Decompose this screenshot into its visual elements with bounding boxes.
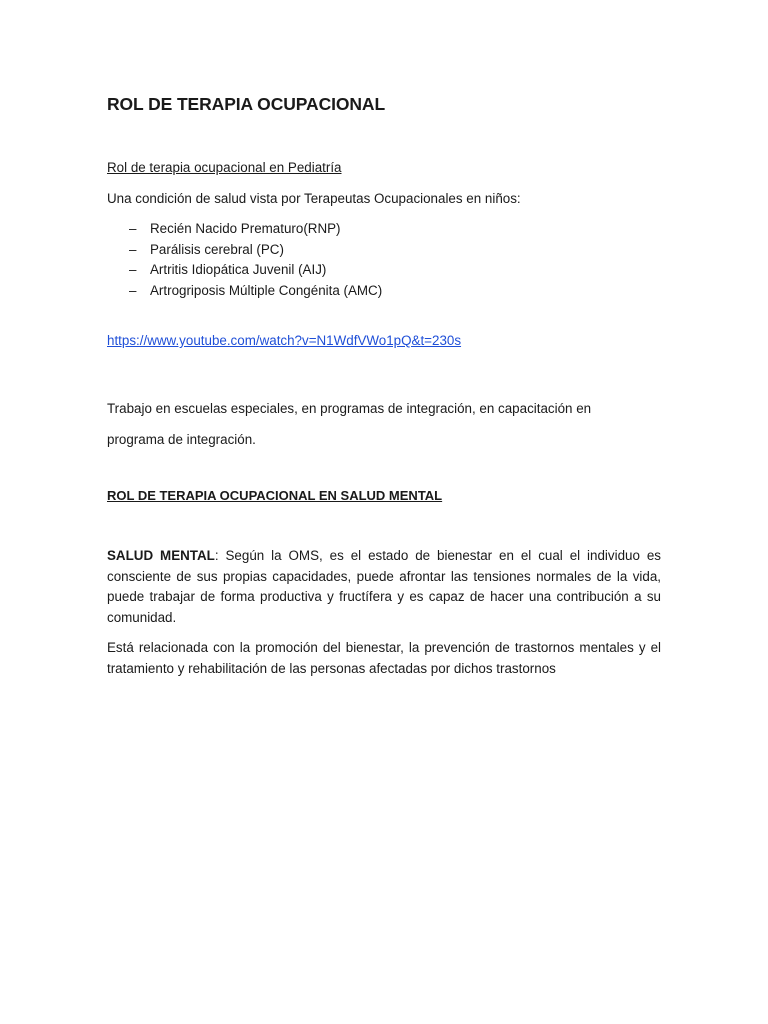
salud-mental-relation: Está relacionada con la promoción del bienestar, la prevención de trastornos mentales y el tratamiento y rehabilitación de las personas afectadas por dichos trastornos	[107, 640, 661, 676]
dash-bullet-icon: –	[129, 262, 137, 277]
salud-mental-definition	[107, 546, 661, 628]
youtube-link[interactable]: https://www.youtube.com/watch?v=N1WdfVWo1pQ&t=230s	[107, 333, 462, 348]
salud-mental-term: SALUD MENTAL	[107, 548, 215, 563]
list-item	[107, 219, 661, 240]
work-paragraph	[107, 393, 661, 455]
list-item	[107, 260, 661, 281]
document-content	[107, 92, 661, 679]
salud-mental-definition-text: : Según la OMS, es el estado de bienestar en el cual el individuo es consciente de sus propias capacidades, puede afrontar las tensiones normales de la vida, puede trabajar de forma productiva y fructífera y es capaz de hacer una contribución a su comunidad.	[107, 548, 661, 625]
dash-bullet-icon: –	[129, 221, 137, 236]
work-line-1: Trabajo en escuelas especiales, en programas de integración, en capacitación en	[107, 400, 592, 416]
list-item	[107, 281, 661, 302]
condition-text: Artrogriposis Múltiple Congénita (AMC)	[150, 282, 383, 298]
dash-bullet-icon: –	[129, 282, 137, 298]
pediatria-intro: Una condición de salud vista por Terapeutas Ocupacionales en niños:	[107, 190, 521, 206]
dash-bullet-icon: –	[129, 241, 137, 257]
condition-text: Parálisis cerebral (PC)	[150, 241, 284, 257]
salud-mental-heading: ROL DE TERAPIA OCUPACIONAL EN SALUD MENTAL	[107, 487, 443, 503]
list-item	[107, 240, 661, 261]
pediatria-heading: Rol de terapia ocupacional en Pediatría	[107, 160, 342, 175]
condition-list	[107, 219, 661, 301]
work-line-2: programa de integración.	[107, 431, 256, 447]
document-title: ROL DE TERAPIA OCUPACIONAL	[107, 94, 386, 114]
condition-text: Artritis Idiopática Juvenil (AIJ)	[150, 262, 327, 277]
condition-text: Recién Nacido Prematuro(RNP)	[150, 221, 341, 236]
